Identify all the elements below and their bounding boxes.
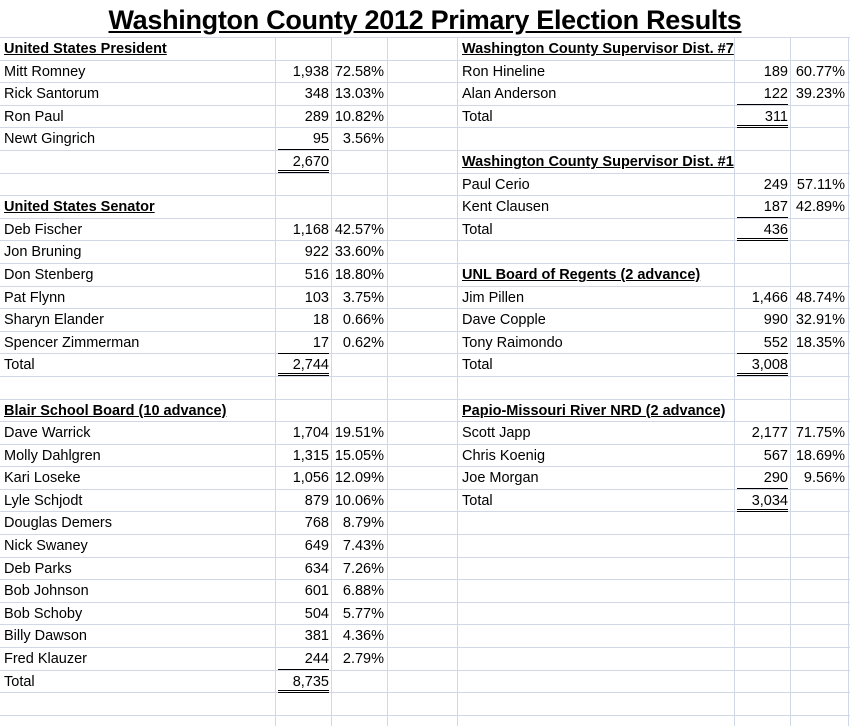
vote-percent: 0.62% [342, 334, 384, 351]
candidate-name: Mitt Romney [4, 63, 86, 80]
sheet-row [0, 648, 850, 671]
vote-percent: 39.23% [795, 86, 845, 103]
sheet-row [0, 603, 850, 626]
vote-count: 289 [304, 108, 329, 125]
sheet-row [0, 287, 850, 310]
vote-count: 381 [304, 628, 329, 645]
total-votes: 3,034 [737, 490, 788, 512]
vote-count: 290 [737, 467, 788, 489]
column-gridline [848, 38, 849, 726]
sheet-row [0, 535, 850, 558]
vote-count: 879 [304, 492, 329, 509]
vote-percent: 57.11% [796, 176, 845, 193]
vote-percent: 10.06% [334, 492, 384, 509]
total-votes: 311 [737, 106, 788, 128]
title-row [0, 0, 850, 38]
sheet-row [0, 332, 850, 355]
sheet-row [0, 241, 850, 264]
sheet-row [0, 219, 850, 242]
sheet-row [0, 174, 850, 197]
candidate-name: Jim Pillen [462, 289, 525, 306]
vote-percent: 18.35% [795, 334, 845, 351]
candidate-name: Alan Anderson [462, 86, 557, 103]
vote-percent: 9.56% [803, 470, 845, 487]
sheet-row [0, 580, 850, 603]
sheet-row [0, 151, 850, 174]
sheet-row [0, 309, 850, 332]
vote-percent: 42.89% [795, 199, 845, 216]
vote-percent: 2.79% [342, 651, 384, 668]
sheet-row [0, 625, 850, 648]
vote-count: 187 [737, 196, 788, 218]
total-label: Total [462, 108, 493, 125]
candidate-name: Paul Cerio [462, 176, 530, 193]
sheet-row [0, 354, 850, 377]
candidate-name: Chris Koenig [462, 447, 546, 464]
total-votes: 3,008 [737, 354, 788, 376]
vote-count: 189 [763, 63, 788, 80]
column-gridline [275, 38, 276, 726]
candidate-name: Joe Morgan [462, 470, 539, 487]
vote-percent: 33.60% [334, 244, 384, 261]
candidate-name: Bob Johnson [4, 583, 89, 600]
vote-percent: 13.03% [334, 86, 384, 103]
column-gridline [387, 38, 388, 726]
total-votes: 8,735 [278, 671, 329, 693]
sheet-row [0, 196, 850, 219]
total-label: Total [4, 357, 35, 374]
vote-count: 504 [304, 605, 329, 622]
page-title: Washington County 2012 Primary Election Results [108, 5, 742, 35]
total-votes: 2,744 [278, 354, 329, 376]
vote-percent: 7.43% [342, 538, 384, 555]
sheet-row [0, 693, 850, 716]
total-label: Total [462, 357, 493, 374]
vote-count: 1,938 [292, 63, 329, 80]
vote-percent: 48.74% [795, 289, 845, 306]
vote-count: 552 [737, 332, 788, 354]
vote-count: 2,177 [751, 425, 788, 442]
vote-percent: 12.09% [334, 470, 384, 487]
section-header: UNL Board of Regents (2 advance) [462, 266, 701, 283]
candidate-name: Lyle Schjodt [4, 492, 83, 509]
sheet-row [0, 264, 850, 287]
column-gridline [790, 38, 791, 726]
vote-percent: 15.05% [334, 447, 384, 464]
vote-count: 95 [278, 128, 329, 150]
vote-percent: 19.51% [334, 425, 384, 442]
sheet-row [0, 128, 850, 151]
candidate-name: Don Stenberg [4, 266, 94, 283]
column-gridline [331, 38, 332, 726]
vote-count: 122 [737, 83, 788, 105]
candidate-name: Ron Hineline [462, 63, 546, 80]
sheet-row [0, 445, 850, 468]
vote-count: 634 [304, 560, 329, 577]
candidate-name: Molly Dahlgren [4, 447, 101, 464]
candidate-name: Kent Clausen [462, 199, 550, 216]
vote-percent: 0.66% [342, 312, 384, 329]
vote-count: 1,466 [751, 289, 788, 306]
vote-percent: 32.91% [795, 312, 845, 329]
candidate-name: Dave Copple [462, 312, 546, 329]
sheet-row [0, 558, 850, 581]
total-label: Total [4, 673, 35, 690]
candidate-name: Pat Flynn [4, 289, 66, 306]
candidate-name: Newt Gingrich [4, 131, 96, 148]
vote-count: 1,315 [292, 447, 329, 464]
candidate-name: Billy Dawson [4, 628, 87, 645]
section-header: Washington County Supervisor Dist. #7 [462, 41, 734, 57]
vote-count: 348 [304, 86, 329, 103]
candidate-name: Fred Klauzer [4, 651, 88, 668]
sheet-row [0, 422, 850, 445]
sheet-row [0, 512, 850, 535]
total-label: Total [462, 492, 493, 509]
candidate-name: Bob Schoby [4, 605, 83, 622]
vote-count: 103 [304, 289, 329, 306]
vote-percent: 5.77% [342, 605, 384, 622]
candidate-name: Deb Fischer [4, 221, 83, 238]
total-votes: 2,670 [278, 151, 329, 173]
column-gridline [734, 38, 735, 726]
vote-percent: 71.75% [795, 425, 845, 442]
vote-percent: 3.75% [342, 289, 384, 306]
vote-percent: 10.82% [334, 108, 384, 125]
candidate-name: Rick Santorum [4, 86, 100, 103]
sheet-row [0, 490, 850, 513]
vote-percent: 60.77% [795, 63, 845, 80]
sheet-row [0, 467, 850, 490]
sheet-row [0, 400, 850, 423]
sheet-row [0, 38, 850, 61]
sheet-row [0, 83, 850, 106]
vote-percent: 18.69% [795, 447, 845, 464]
section-header: Papio-Missouri River NRD (2 advance) [462, 402, 726, 419]
candidate-name: Douglas Demers [4, 515, 112, 532]
sheet-row [0, 61, 850, 84]
sheet-row [0, 671, 850, 694]
candidate-name: Nick Swaney [4, 538, 88, 555]
section-header: United States Senator [4, 199, 155, 216]
vote-count: 17 [278, 332, 329, 354]
vote-count: 1,168 [292, 221, 329, 238]
vote-percent: 18.80% [334, 266, 384, 283]
column-gridline [457, 38, 458, 726]
vote-count: 922 [304, 244, 329, 261]
total-label: Total [462, 221, 493, 238]
candidate-name: Sharyn Elander [4, 312, 104, 329]
candidate-name: Kari Loseke [4, 470, 81, 487]
candidate-name: Deb Parks [4, 560, 72, 577]
vote-count: 601 [304, 583, 329, 600]
candidate-name: Dave Warrick [4, 425, 91, 442]
section-header: United States President [4, 41, 167, 57]
candidate-name: Spencer Zimmerman [4, 334, 140, 351]
vote-count: 1,056 [292, 470, 329, 487]
vote-percent: 42.57% [334, 221, 384, 238]
vote-count: 1,704 [292, 425, 329, 442]
vote-count: 18 [312, 312, 329, 329]
vote-count: 249 [763, 176, 788, 193]
total-label [4, 151, 274, 173]
sheet-row [0, 377, 850, 400]
vote-percent: 6.88% [342, 583, 384, 600]
vote-percent: 3.56% [342, 131, 384, 148]
total-votes: 436 [737, 219, 788, 241]
candidate-name: Jon Bruning [4, 244, 82, 261]
vote-percent: 7.26% [342, 560, 384, 577]
section-header: Blair School Board (10 advance) [4, 402, 227, 419]
candidate-name: Scott Japp [462, 425, 531, 442]
vote-percent: 4.36% [342, 628, 384, 645]
section-header: Washington County Supervisor Dist. #1 [462, 153, 734, 170]
vote-count: 567 [763, 447, 788, 464]
results-grid [0, 38, 850, 716]
vote-count: 516 [304, 266, 329, 283]
vote-percent: 8.79% [342, 515, 384, 532]
sheet-row [0, 106, 850, 129]
vote-count: 244 [278, 648, 329, 670]
candidate-name: Ron Paul [4, 108, 64, 125]
vote-percent: 72.58% [334, 63, 384, 80]
vote-count: 990 [763, 312, 788, 329]
vote-count: 649 [304, 538, 329, 555]
candidate-name: Tony Raimondo [462, 334, 563, 351]
vote-count: 768 [304, 515, 329, 532]
